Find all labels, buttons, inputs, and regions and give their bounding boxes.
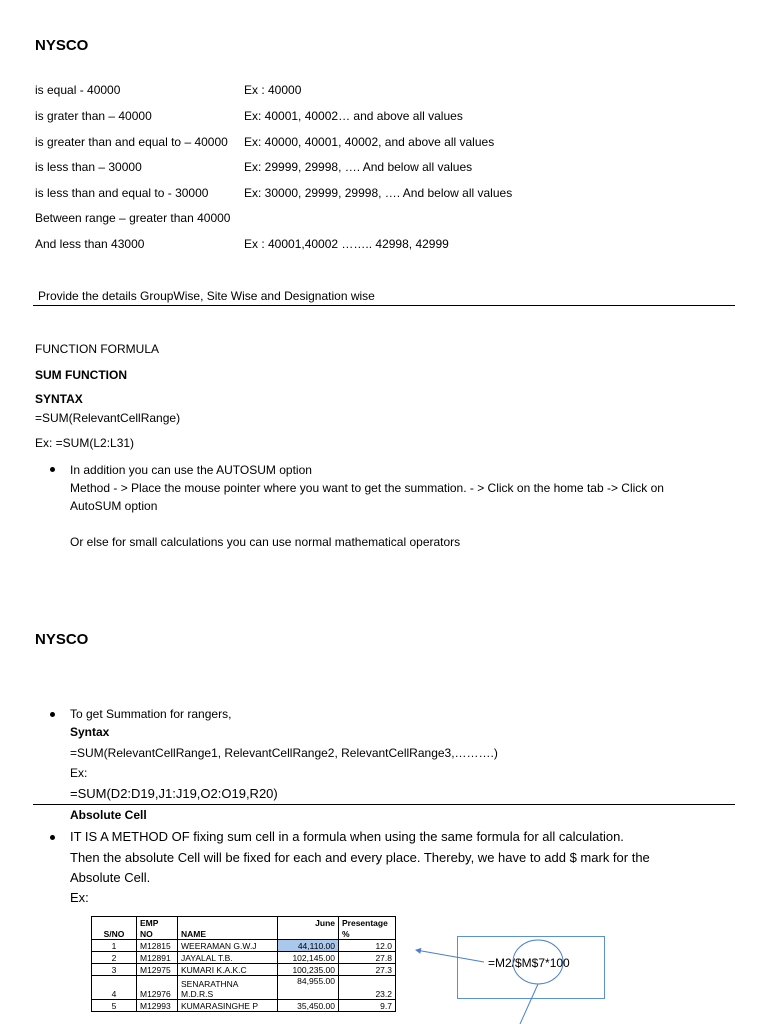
- cell-pct: 12.0: [339, 940, 396, 952]
- cell-name: WEERAMAN G.W.J: [178, 940, 278, 952]
- cell-name: KUMARASINGHE P: [178, 1000, 278, 1012]
- arrow-line-icon: [520, 984, 538, 1024]
- criteria-example: Ex : 40000: [244, 83, 302, 97]
- criteria-label: is grater than – 40000: [35, 109, 152, 123]
- cell-june: 84,955.00: [278, 976, 339, 1000]
- function-formula-heading: FUNCTION FORMULA: [35, 342, 159, 356]
- cell-name: JAYALAL T.B.: [178, 952, 278, 964]
- example-text: Ex: =SUM(L2:L31): [35, 436, 135, 450]
- section-title: NYSCO: [35, 631, 89, 648]
- col-header-pct-unit: %: [339, 928, 396, 940]
- criteria-label: Between range – greater than 40000: [35, 211, 231, 225]
- syntax-heading: SYNTAX: [35, 392, 83, 406]
- cell-june: 35,450.00: [278, 1000, 339, 1012]
- criteria-label: is greater than and equal to – 40000: [35, 135, 228, 149]
- cell-sno: 5: [92, 1000, 137, 1012]
- example-formula: =SUM(D2:D19,J1:J19,O2:O19,R20): [70, 786, 278, 801]
- section-title: NYSCO: [35, 37, 89, 54]
- cell-pct: 23.2: [339, 976, 396, 1000]
- criteria-label: is less than and equal to - 30000: [35, 186, 209, 200]
- criteria-example: Ex: 29999, 29998, …. And below all values: [244, 160, 473, 174]
- col-header-june: June: [278, 917, 339, 929]
- criteria-label: is equal - 40000: [35, 83, 121, 97]
- syntax-text: =SUM(RelevantCellRange): [35, 411, 181, 425]
- operators-note: Or else for small calculations you can use normal mathematical operators: [70, 535, 461, 549]
- cell-emp: M12976: [137, 976, 178, 1000]
- cell-name-line: M.D.R.S: [181, 989, 214, 999]
- criteria-label: is less than – 30000: [35, 160, 142, 174]
- sum-function-heading: SUM FUNCTION: [35, 368, 127, 382]
- criteria-label: And less than 43000: [35, 237, 145, 251]
- cell-june-highlighted: 44,110.00: [278, 940, 339, 952]
- ranges-note: To get Summation for rangers,: [70, 707, 232, 721]
- criteria-example: Ex : 40001,40002 …….. 42998, 42999: [244, 237, 449, 251]
- cell-emp: M12975: [137, 964, 178, 976]
- absolute-desc-line: IT IS A METHOD OF fixing sum cell in a formula when using the same formula for all calculation.: [70, 829, 624, 844]
- cell-pct: 9.7: [339, 1000, 396, 1012]
- col-header-emp-no: NO: [137, 928, 178, 940]
- col-header-sno: S/NO: [92, 928, 137, 940]
- circle-highlight-icon: [513, 940, 563, 984]
- cell-sno: 2: [92, 952, 137, 964]
- cell-emp: M12891: [137, 952, 178, 964]
- cell-pct: 27.3: [339, 964, 396, 976]
- col-header-name: NAME: [178, 928, 278, 940]
- autosum-method-cont: AutoSUM option: [70, 499, 158, 513]
- callout-formula: =M2/$M$7*100: [488, 956, 570, 970]
- syntax-heading: Syntax: [70, 725, 110, 739]
- cell-sno: 4: [92, 976, 137, 1000]
- cell-june: 100,235.00: [278, 964, 339, 976]
- example-label: Ex:: [70, 766, 88, 780]
- absolute-desc-line: Absolute Cell.: [70, 870, 151, 885]
- example-label: Ex:: [70, 890, 89, 905]
- cell-emp: M12993: [137, 1000, 178, 1012]
- col-header-pct: Presentage: [339, 917, 396, 929]
- criteria-example: Ex: 40001, 40002… and above all values: [244, 109, 463, 123]
- cell-sno: 1: [92, 940, 137, 952]
- absolute-desc-line: Then the absolute Cell will be fixed for each and every place. Thereby, we have to add $ mark for the: [70, 850, 650, 865]
- cell-sno: 3: [92, 964, 137, 976]
- cell-pct: 27.8: [339, 952, 396, 964]
- cell-name-line: SENARATHNA: [181, 979, 239, 989]
- cell-emp: M12815: [137, 940, 178, 952]
- autosum-note: In addition you can use the AUTOSUM option: [70, 463, 312, 477]
- col-header-emp: EMP: [137, 917, 178, 929]
- cell-name: KUMARI K.A.K.C: [178, 964, 278, 976]
- autosum-method: Method - > Place the mouse pointer where you want to get the summation. - > Click on the home tab -> Click on: [70, 481, 664, 495]
- details-note: Provide the details GroupWise, Site Wise and Designation wise: [38, 289, 375, 303]
- criteria-example: Ex: 30000, 29999, 29998, …. And below all values: [244, 186, 513, 200]
- cell-june: 102,145.00: [278, 952, 339, 964]
- syntax-text: =SUM(RelevantCellRange1, RelevantCellRange2, RelevantCellRange3,……….): [70, 746, 498, 760]
- absolute-cell-heading: Absolute Cell: [70, 808, 147, 822]
- criteria-example: Ex: 40000, 40001, 40002, and above all values: [244, 135, 495, 149]
- arrow-icon: [416, 950, 484, 962]
